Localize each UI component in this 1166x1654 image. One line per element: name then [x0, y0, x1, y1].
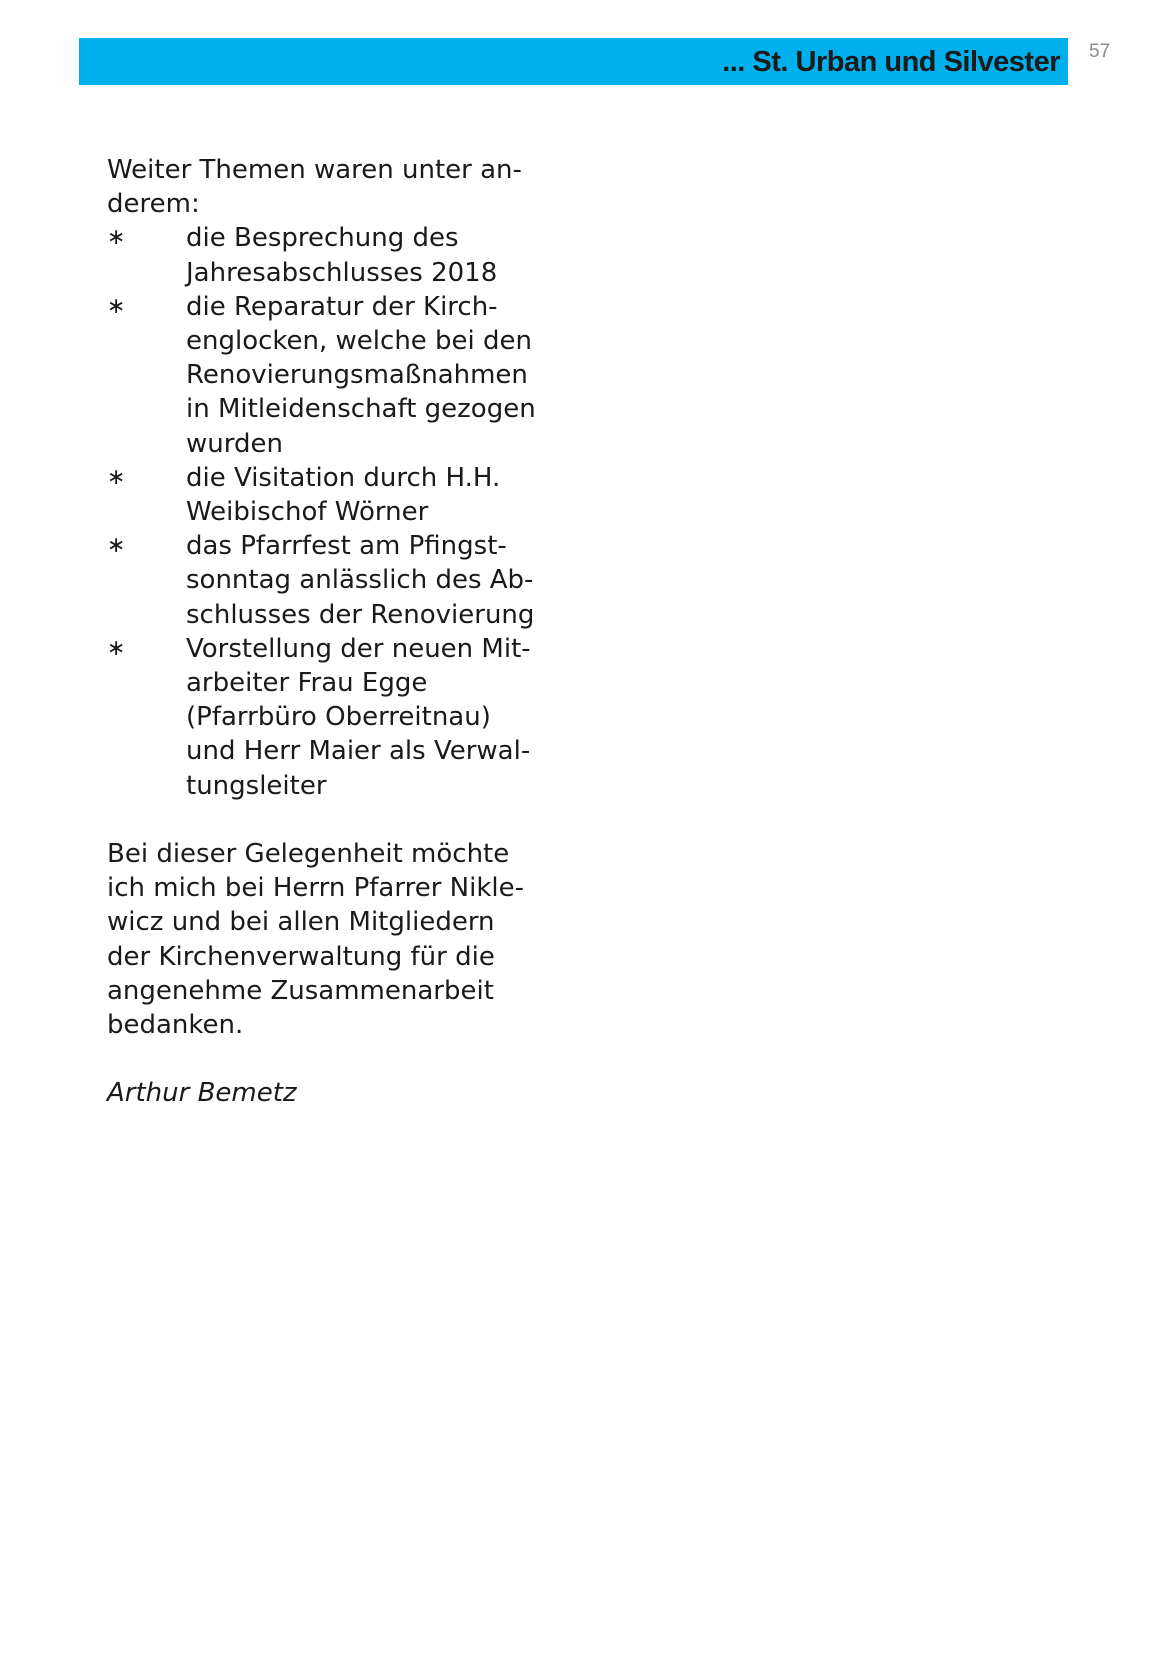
- bullet-icon: ∗: [107, 464, 126, 490]
- author-signature: Arthur Bemetz: [107, 1078, 297, 1109]
- text-line: Jahresabschlusses 2018: [186, 257, 498, 288]
- list-item: [107, 632, 577, 803]
- text-line: und Herr Maier als Verwal-: [186, 736, 531, 767]
- text-line: die Visitation durch H.H.: [186, 462, 501, 493]
- text-line: ich mich bei Herrn Pfarrer Nikle-: [107, 873, 524, 904]
- text-line: wurden: [186, 428, 283, 459]
- list-item: [107, 290, 577, 461]
- list-item: [107, 221, 577, 289]
- closing-paragraph: [107, 837, 577, 1042]
- text-line: tungsleiter: [186, 770, 327, 801]
- spacer: [107, 1042, 577, 1076]
- bullet-icon: ∗: [107, 533, 126, 559]
- list-item: [107, 529, 577, 632]
- header-title: ... St. Urban und Silvester: [722, 46, 1060, 78]
- intro-paragraph: [107, 153, 577, 221]
- bullet-icon: ∗: [107, 225, 126, 251]
- text-line: die Besprechung des: [186, 223, 459, 254]
- bullet-icon: ∗: [107, 293, 126, 319]
- article-body: [107, 153, 577, 1111]
- text-line: englocken, welche bei den: [186, 326, 533, 357]
- bullet-icon: ∗: [107, 635, 126, 661]
- text-line: Renovierungsmaßnahmen: [186, 360, 528, 391]
- page-number: 57: [1089, 41, 1111, 62]
- text-line: arbeiter Frau Egge: [186, 668, 428, 699]
- list-item: [107, 461, 577, 529]
- text-line: schlusses der Renovierung: [186, 599, 535, 630]
- text-line: der Kirchenverwaltung für die: [107, 941, 495, 972]
- text-line: sonntag anlässlich des Ab-: [186, 565, 534, 596]
- topic-list: [107, 221, 577, 802]
- text-line: die Reparatur der Kirch-: [186, 291, 498, 322]
- text-line: Bei dieser Gelegenheit möchte: [107, 839, 510, 870]
- header-bar: [79, 38, 1068, 85]
- text-line: bedanken.: [107, 1010, 244, 1041]
- text-line: (Pfarrbüro Oberreitnau): [186, 702, 491, 733]
- text-line: in Mitleidenschaft gezogen: [186, 394, 536, 425]
- text-line: derem:: [107, 189, 200, 220]
- text-line: Vorstellung der neuen Mit-: [186, 633, 531, 664]
- text-line: das Pfarrfest am Pfingst-: [186, 531, 507, 562]
- text-line: wicz und bei allen Mitgliedern: [107, 907, 495, 938]
- text-line: Weiter Themen waren unter an-: [107, 155, 522, 185]
- spacer: [107, 803, 577, 837]
- text-line: angenehme Zusammenarbeit: [107, 975, 494, 1006]
- text-line: Weibischof Wörner: [186, 497, 429, 528]
